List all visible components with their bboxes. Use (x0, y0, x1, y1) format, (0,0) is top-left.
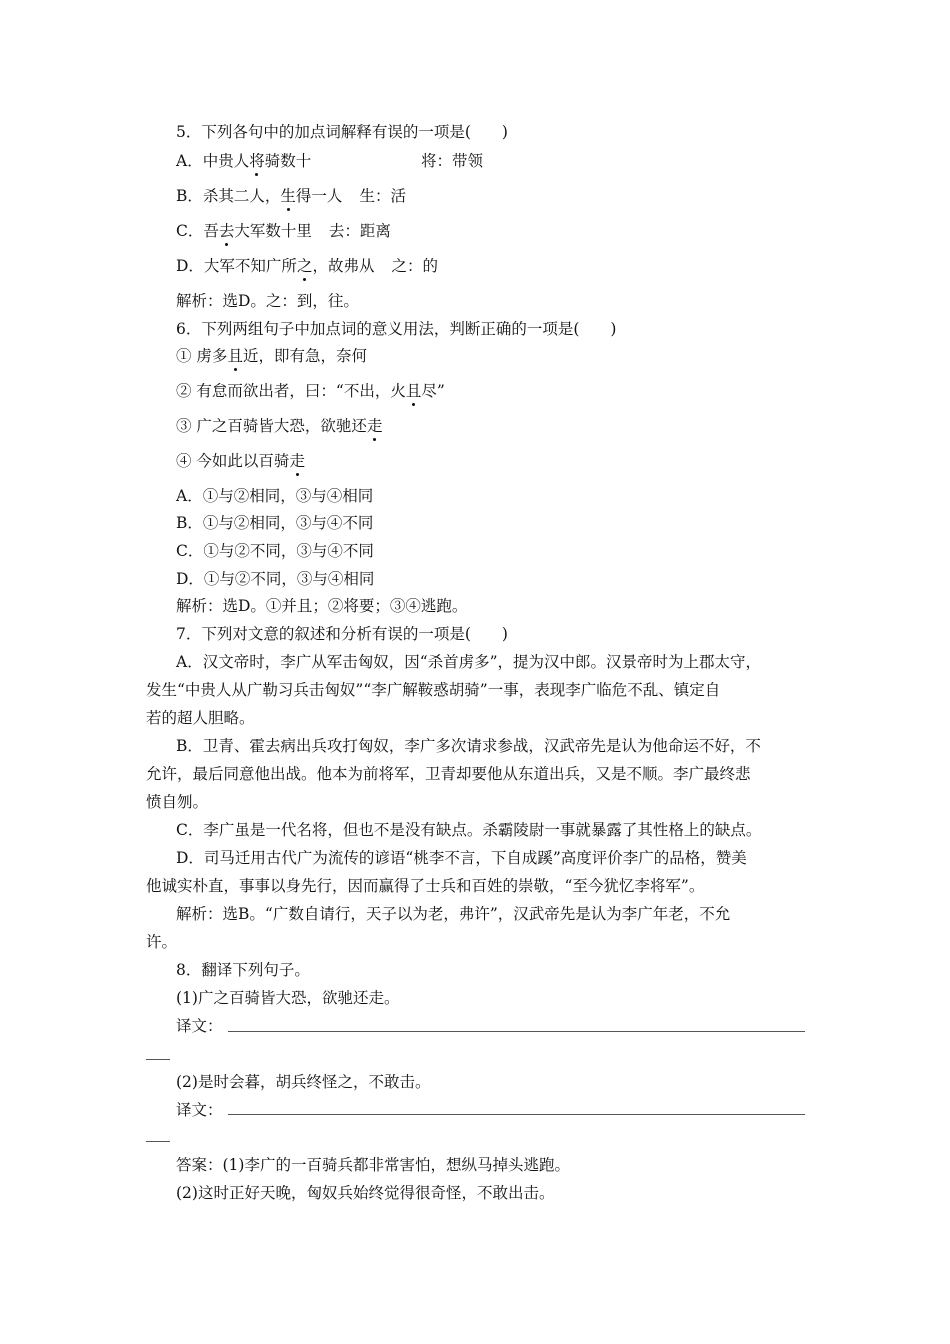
q5-c-gloss: 去：距离 (328, 222, 391, 240)
q7-option-d-line-2: 他诚实朴直，事事以身先行，因而赢得了士兵和百姓的崇敬，“至今犹忆李将军”。 (146, 877, 705, 895)
q8-label-2: 译文： (176, 1101, 223, 1119)
q6-s3-dotted-word: 走 (366, 417, 383, 435)
q7-option-b-line-2: 允许，最后同意他出战。他本为前将军，卫青却要他从东道出兵，又是不顺。李广最终悲 (146, 765, 751, 783)
q5-d-gloss: 之：的 (391, 257, 438, 275)
answer-line-1a[interactable] (228, 1031, 805, 1032)
q5-c-pre: C．吾 (176, 222, 219, 240)
q5-d-post: ，故弗从 (312, 257, 375, 275)
q5-analysis: 解析：选D。之：到，往。 (176, 292, 359, 310)
q7-option-d-line-1: D．司马迁用古代广为流传的谚语“桃李不言，下自成蹊”高度评价李广的品格，赞美 (176, 849, 747, 867)
q7-analysis-line-2: 许。 (146, 933, 178, 951)
q7-option-c: C．李广虽是一代名将，但也不是没有缺点。杀霸陵尉一事就暴露了其性格上的缺点。 (176, 821, 762, 839)
q7-stem: 7．下列对文意的叙述和分析有误的一项是( ) (176, 625, 508, 643)
q5-d-dotted-word: 之 (296, 257, 313, 275)
q6-s1-dotted-word: 且 (227, 347, 243, 365)
answer-line-1b[interactable] (146, 1059, 170, 1060)
q5-b-dotted-word: 生 (280, 187, 296, 205)
answer-line-2b[interactable] (146, 1141, 170, 1142)
q6-option-a: A．①与②相同，③与④相同 (176, 487, 374, 505)
q6-s1-post: 近，即有急，奈何 (242, 347, 367, 365)
q7-option-a-line-3: 若的超人胆略。 (146, 709, 255, 727)
q5-stem: 5．下列各句中的加点词解释有误的一项是( ) (176, 123, 508, 141)
q6-sentence-1 (176, 346, 367, 366)
q5-option-d (176, 256, 438, 276)
q6-sentence-4 (176, 451, 305, 471)
q6-sentence-3 (176, 416, 382, 436)
q5-c-post: 大军数十里 (234, 222, 312, 240)
q6-stem: 6．下列两组句子中加点词的意义用法，判断正确的一项是( ) (176, 320, 617, 338)
q5-a-gloss: 将：带领 (421, 152, 484, 170)
q6-s2-dotted-word: 且 (405, 382, 422, 400)
q5-a-post: 骑数十 (264, 152, 312, 170)
q6-s4-dotted-word: 走 (289, 452, 305, 470)
q6-s1-pre: ① 虏多 (176, 347, 228, 365)
q8-answer-1: 答案：(1)李广的一百骑兵都非常害怕，想纵马掉头逃跑。 (176, 1156, 570, 1174)
q8-label-1: 译文： (176, 1017, 223, 1035)
q6-analysis: 解析：选D。①并且；②将要；③④逃跑。 (176, 597, 468, 615)
q6-s4-pre: ④ 今如此以百骑 (176, 452, 290, 470)
q5-option-a (176, 151, 311, 171)
q7-option-a-line-1: A．汉文帝时，李广从军击匈奴，因“杀首虏多”，提为汉中郎。汉景帝时为上郡太守， (176, 653, 762, 671)
q6-option-d: D．①与②不同，③与④相同 (176, 570, 375, 588)
q5-d-pre: D．大军不知广所 (176, 257, 297, 275)
q8-item-2: (2)是时会暮，胡兵终怪之，不敢击。 (176, 1073, 431, 1091)
q5-a-dotted-word: 将 (249, 152, 265, 170)
q5-c-dotted-word: 去 (218, 222, 235, 240)
q7-analysis-line-1: 解析：选B。“广数自请行，天子以为老，弗许”，汉武帝先是认为李广年老，不允 (176, 905, 731, 923)
q7-option-b-line-3: 愤自刎。 (146, 793, 209, 811)
q5-a-pre: A．中贵人 (176, 152, 250, 170)
q5-b-pre: B．杀其二人， (176, 187, 281, 205)
q5-option-b (176, 186, 406, 206)
q6-s2-pre: ② 有怠而欲出者，曰：“不出，火 (176, 382, 406, 400)
q7-option-b-line-1: B．卫青、霍去病出兵攻打匈奴，李广多次请求参战，汉武帝先是认为他命运不好，不 (176, 737, 761, 755)
q8-answer-2: (2)这时正好天晚，匈奴兵始终觉得很奇怪，不敢出击。 (176, 1184, 555, 1202)
q6-s2-post: 尽” (421, 382, 445, 400)
q7-option-a-line-2: 发生“中贵人从广勒习兵击匈奴”“李广解鞍惑胡骑”一事，表现李广临危不乱、镇定自 (146, 681, 721, 699)
q5-option-c (176, 221, 391, 241)
q6-sentence-2 (176, 381, 445, 401)
q6-s3-pre: ③ 广之百骑皆大恐，欲驰还 (176, 417, 367, 435)
q6-option-b: B．①与②相同，③与④不同 (176, 514, 374, 532)
q8-stem: 8．翻译下列句子。 (176, 961, 310, 979)
q8-item-1: (1)广之百骑皆大恐，欲驰还走。 (176, 989, 400, 1007)
q5-b-gloss: 生：活 (359, 187, 406, 205)
q6-option-c: C．①与②不同，③与④不同 (176, 542, 374, 560)
answer-line-2a[interactable] (228, 1114, 805, 1115)
q5-b-post: 得一人 (295, 187, 343, 205)
